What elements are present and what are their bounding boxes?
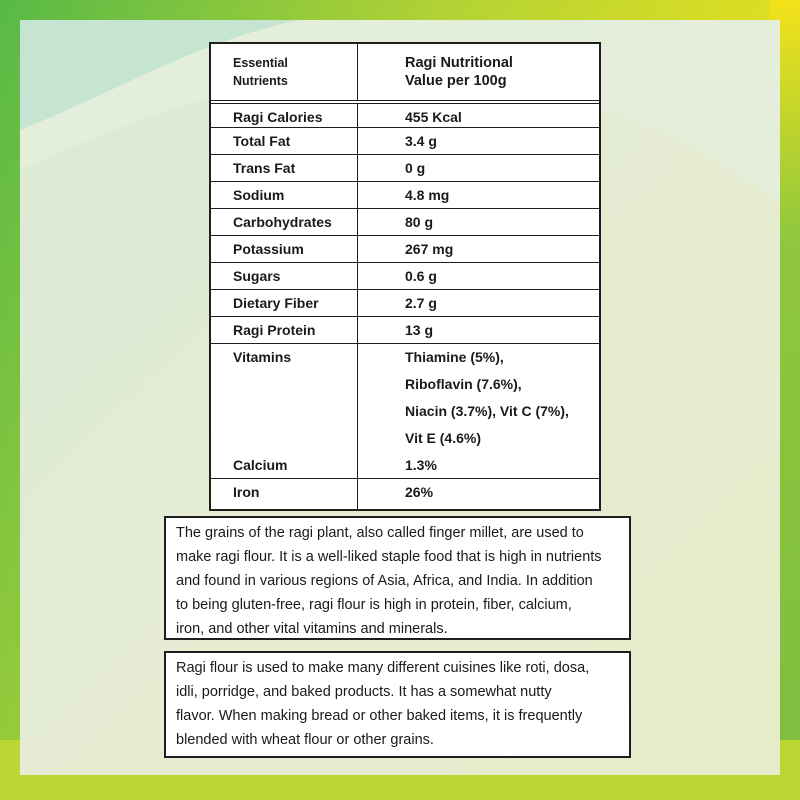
header-left-line-2: Nutrients <box>233 74 288 88</box>
nutrient-label: Dietary Fiber <box>211 290 358 316</box>
table-row <box>211 262 599 289</box>
paragraph-line: and found in various regions of Asia, Africa, and India. In addition <box>176 573 593 589</box>
vitamin-line: Vit E (4.6%) <box>405 430 481 446</box>
nutrient-value: 13 g <box>405 322 434 338</box>
nutrient-label: Trans Fat <box>211 155 358 181</box>
nutrient-label: Ragi Protein <box>211 317 358 343</box>
vitamin-line: Thiamine (5%), <box>405 349 504 365</box>
paragraph-line: iron, and other vital vitamins and minerals. <box>176 621 448 637</box>
nutrient-label: Iron <box>211 479 358 509</box>
vitamins-value-cell <box>358 344 599 478</box>
table-row <box>211 478 599 509</box>
nutrient-label: Carbohydrates <box>211 209 358 235</box>
vitamin-line: Riboflavin (7.6%), <box>405 376 522 392</box>
table-row <box>211 316 599 343</box>
vitamins-list <box>405 344 569 452</box>
table-row <box>211 127 599 154</box>
table-row <box>211 289 599 316</box>
table-row <box>211 100 599 127</box>
nutrient-value: 4.8 mg <box>405 187 450 203</box>
paragraph-line: idli, porridge, and baked products. It has a somewhat nutty <box>176 684 552 700</box>
vitamins-row <box>211 343 599 478</box>
paragraph-line: flavor. When making bread or other baked items, it is frequently <box>176 708 583 724</box>
nutrient-label: Potassium <box>211 236 358 262</box>
nutrient-label: Ragi Calories <box>211 104 358 127</box>
table-row <box>211 208 599 235</box>
paragraph-line: blended with wheat flour or other grains. <box>176 732 434 748</box>
nutrient-label: Sugars <box>211 263 358 289</box>
nutrient-label: Total Fat <box>211 128 358 154</box>
nutrient-value: 3.4 g <box>405 133 437 149</box>
vitamins-label-cell <box>211 344 358 478</box>
nutrient-value: 2.7 g <box>405 295 437 311</box>
table-header-row <box>211 44 599 100</box>
table-row <box>211 154 599 181</box>
header-left-line-1: Essential <box>233 56 288 70</box>
header-right-line-1: Ragi Nutritional <box>405 55 513 71</box>
header-nutrients <box>211 44 358 100</box>
nutrient-value: 80 g <box>405 214 434 230</box>
nutrient-label: Sodium <box>211 182 358 208</box>
header-right-line-2: Value per 100g <box>405 73 507 89</box>
paragraph-line: Ragi flour is used to make many different cuisines like roti, dosa, <box>176 660 590 676</box>
nutrient-value: 26% <box>405 484 434 500</box>
nutrient-value: 267 mg <box>405 241 454 257</box>
vitamin-line: Niacin (3.7%), Vit C (7%), <box>405 403 569 419</box>
paragraph-line: to being gluten-free, ragi flour is high in protein, fiber, calcium, <box>176 597 572 613</box>
table-row <box>211 235 599 262</box>
nutrient-value: 455 Kcal <box>405 109 462 125</box>
calcium-value: 1.3% <box>405 457 437 473</box>
paragraph-line: make ragi flour. It is a well-liked staple food that is high in nutrients <box>176 549 602 565</box>
header-value <box>358 44 599 100</box>
paragraph-line: The grains of the ragi plant, also called finger millet, are used to <box>176 525 584 541</box>
table-row <box>211 181 599 208</box>
nutrition-table <box>209 42 601 511</box>
calcium-label: Calcium <box>233 457 288 473</box>
vitamins-label: Vitamins <box>233 349 292 365</box>
nutrient-value: 0 g <box>405 160 426 176</box>
nutrient-value: 0.6 g <box>405 268 437 284</box>
description-box-uses <box>164 651 631 758</box>
description-box-grains <box>164 516 631 640</box>
